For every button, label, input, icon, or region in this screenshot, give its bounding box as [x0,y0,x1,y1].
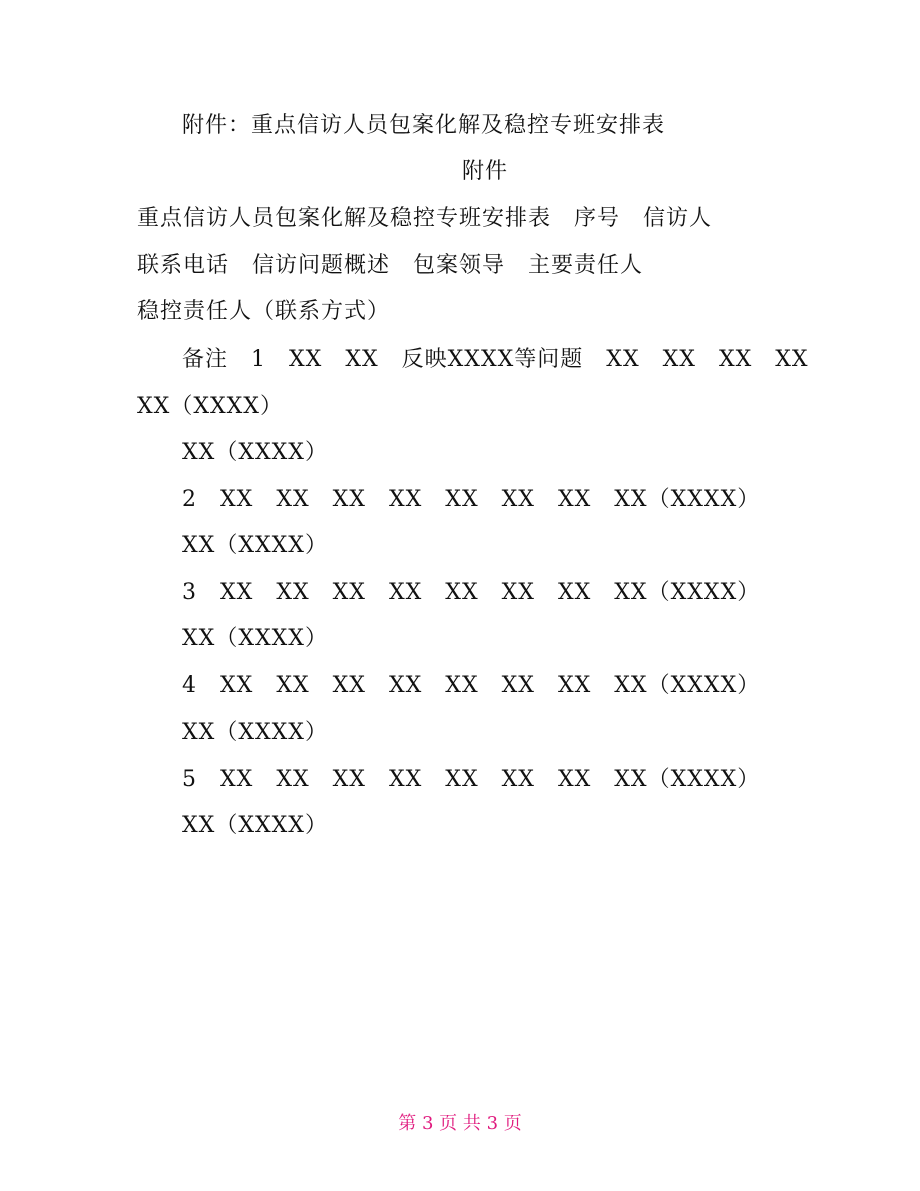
table-row-2-contact: XX（XXXX） [182,533,328,558]
table-row-1: 备注 1 XX XX 反映XXXX等问题 XX XX XX XX [182,347,809,372]
table-row-4: 4 XX XX XX XX XX XX XX XX（XXXX） [182,673,761,698]
table-row-4-contact: XX（XXXX） [182,720,328,745]
attachment-heading: 附件：重点信访人员包案化解及稳控专班安排表 [182,113,666,138]
page-number-footer: 第 3 页 共 3 页 [398,1113,522,1134]
table-header-line-1: 重点信访人员包案化解及稳控专班安排表 序号 信访人 [137,206,713,231]
table-header-line-2: 联系电话 信访问题概述 包案领导 主要责任人 [137,253,644,278]
table-row-5: 5 XX XX XX XX XX XX XX XX（XXXX） [182,767,761,792]
table-row-3-contact: XX（XXXX） [182,626,328,651]
attachment-label: 附件 [462,159,509,184]
table-row-3: 3 XX XX XX XX XX XX XX XX（XXXX） [182,580,761,605]
table-row-2: 2 XX XX XX XX XX XX XX XX（XXXX） [182,487,761,512]
table-row-1-contact: XX（XXXX） [137,394,283,419]
table-header-line-3: 稳控责任人（联系方式） [137,299,391,324]
table-row-1-contact-2: XX（XXXX） [182,440,328,465]
table-row-5-contact: XX（XXXX） [182,813,328,838]
